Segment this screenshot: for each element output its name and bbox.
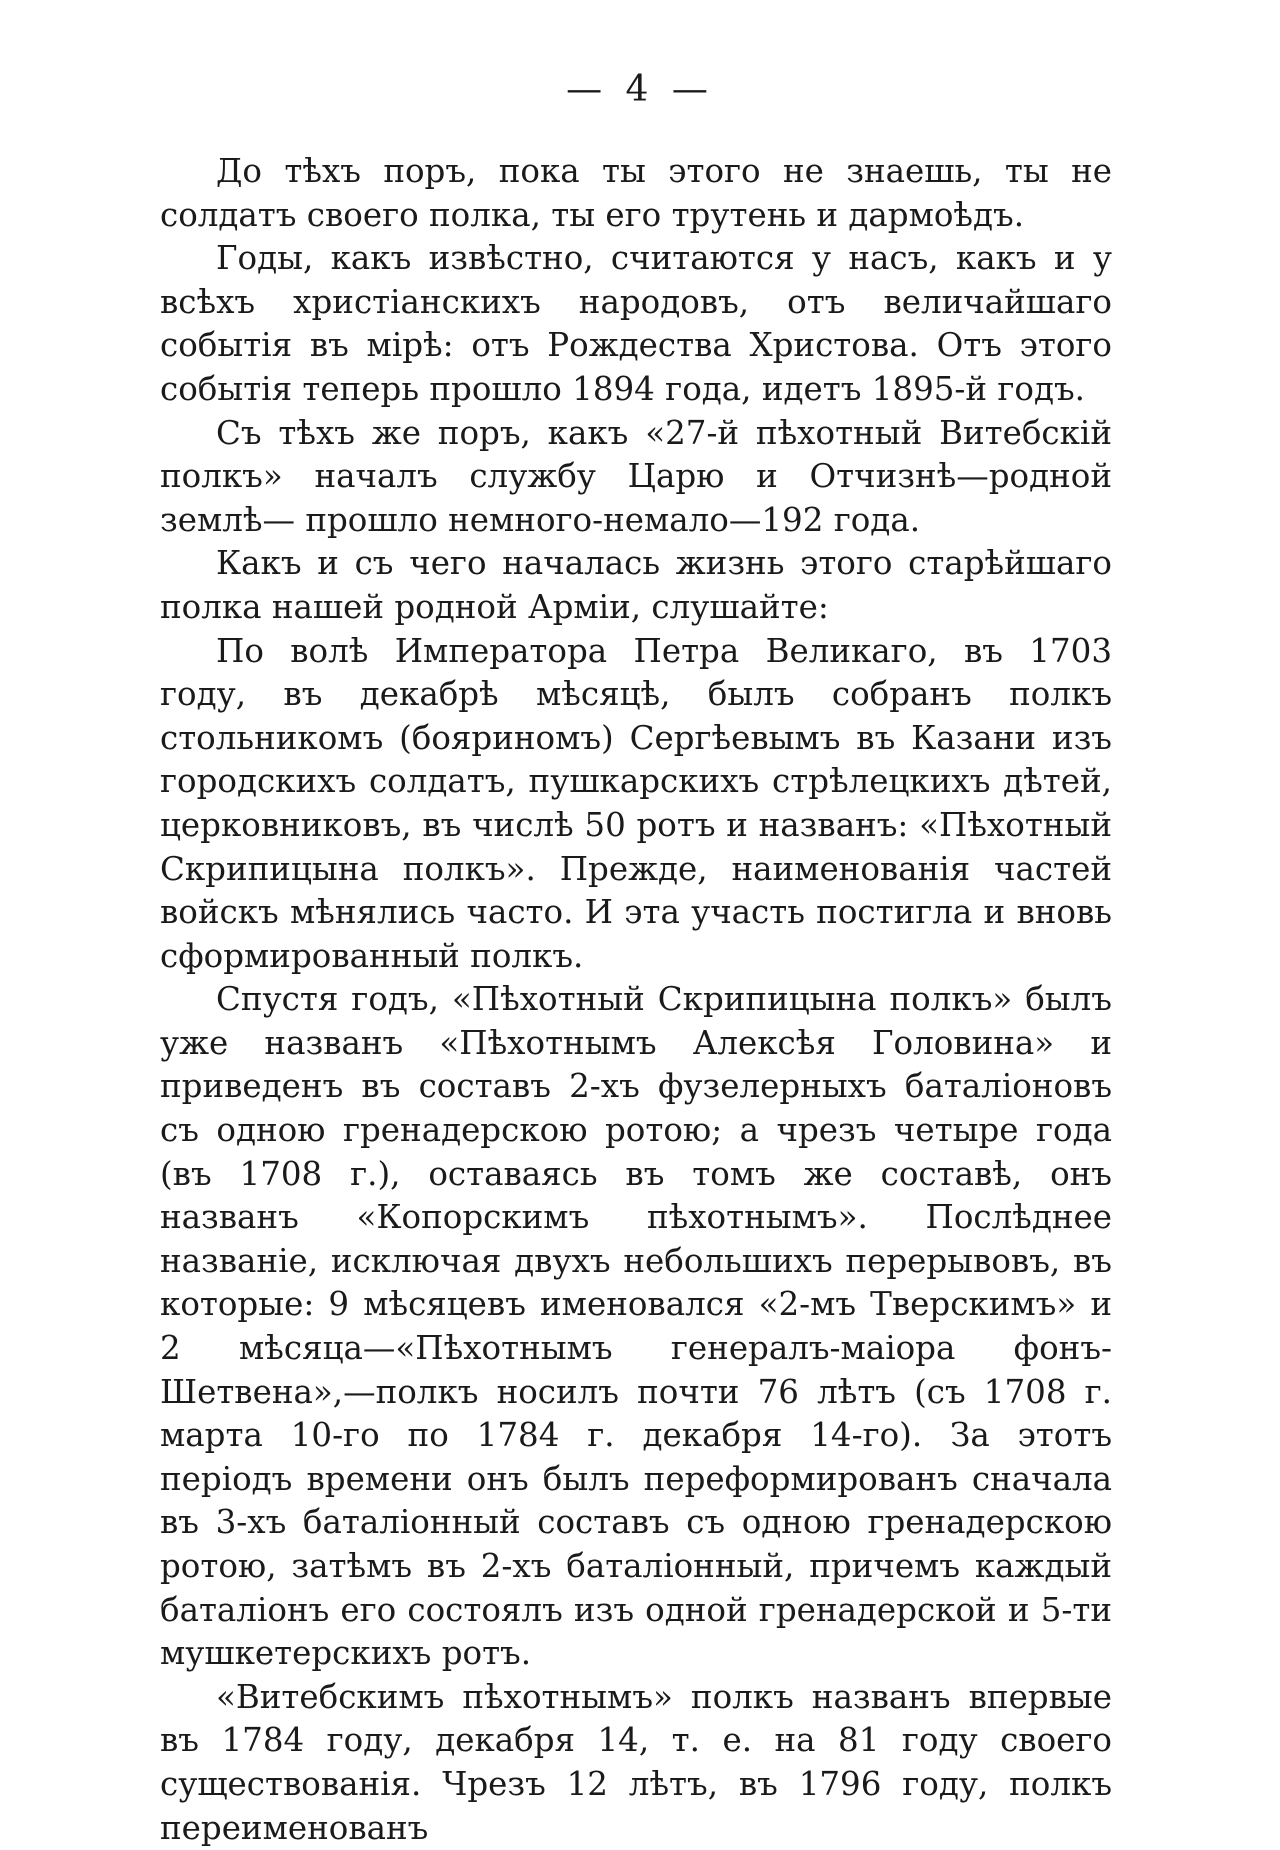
page-number: — 4 —	[566, 69, 714, 110]
paragraph: По волѣ Императора Петра Великаго, въ 1703 году, въ декабрѣ мѣсяцѣ, былъ собранъ полкъ стольникомъ (бояриномъ) Сергѣевымъ въ Казани изъ городскихъ солдатъ, пушкарскихъ стрѣлецкихъ дѣтей, церковниковъ, въ числѣ 50 ротъ и названъ: «Пѣхотный Скрипицына полкъ». Прежде, наименованія частей войскъ мѣнялись часто. И эта участь постигла и вновь сформированный полкъ.	[160, 631, 1112, 975]
paragraph: Годы, какъ извѣстно, считаются у насъ, какъ и у всѣхъ христіанскихъ народовъ, отъ величайшаго событія въ мірѣ: отъ Рождества Христова. Отъ этого событія теперь прошло 1894 года, идетъ 1895-й годъ.	[160, 239, 1112, 408]
paragraph: Съ тѣхъ же поръ, какъ «27-й пѣхотный Витебскій полкъ» началъ службу Царю и Отчизнѣ—родной землѣ— прошло немного-немало—192 года.	[160, 413, 1112, 539]
paragraph: «Витебскимъ пѣхотнымъ» полкъ названъ впервые въ 1784 году, декабря 14, т. е. на 81 году своего существованія. Чрезъ 12 лѣтъ, въ 1796 году, полкъ переименованъ	[160, 1677, 1112, 1847]
paragraph: Какъ и съ чего началась жизнь этого старѣйшаго полка нашей родной Арміи, слушайте:	[160, 544, 1112, 626]
text-body	[160, 150, 1112, 1850]
paragraph: Спустя годъ, «Пѣхотный Скрипицына полкъ» былъ уже названъ «Пѣхотнымъ Алексѣя Головина» и приведенъ въ составъ 2-хъ фузелерныхъ баталіоновъ съ одною гренадерскою ротою; а чрезъ четыре года (въ 1708 г.), оставаясь въ томъ же составѣ, онъ названъ «Копорскимъ пѣхотнымъ». Послѣднее названіе, исключая двухъ небольшихъ перерывовъ, въ которые: 9 мѣсяцевъ именовался «2-мъ Тверскимъ» и 2 мѣсяца—«Пѣхотнымъ генералъ-маіора фонъ-Шетвена»,—полкъ носилъ почти 76 лѣтъ (съ 1708 г. марта 10-го по 1784 г. декабря 14-го). За этотъ періодъ времени онъ былъ переформированъ сначала въ 3-хъ баталіонный составъ съ одною гренадерскою ротою, затѣмъ въ 2-хъ баталіонный, причемъ каждый баталіонъ его состоялъ изъ одной гренадерской и 5-ти мушкетерскихъ ротъ.	[160, 980, 1112, 1673]
paragraph: До тѣхъ поръ, пока ты этого не знаешь, ты не солдатъ своего полка, ты его трутень и дармоѣдъ.	[160, 152, 1112, 234]
